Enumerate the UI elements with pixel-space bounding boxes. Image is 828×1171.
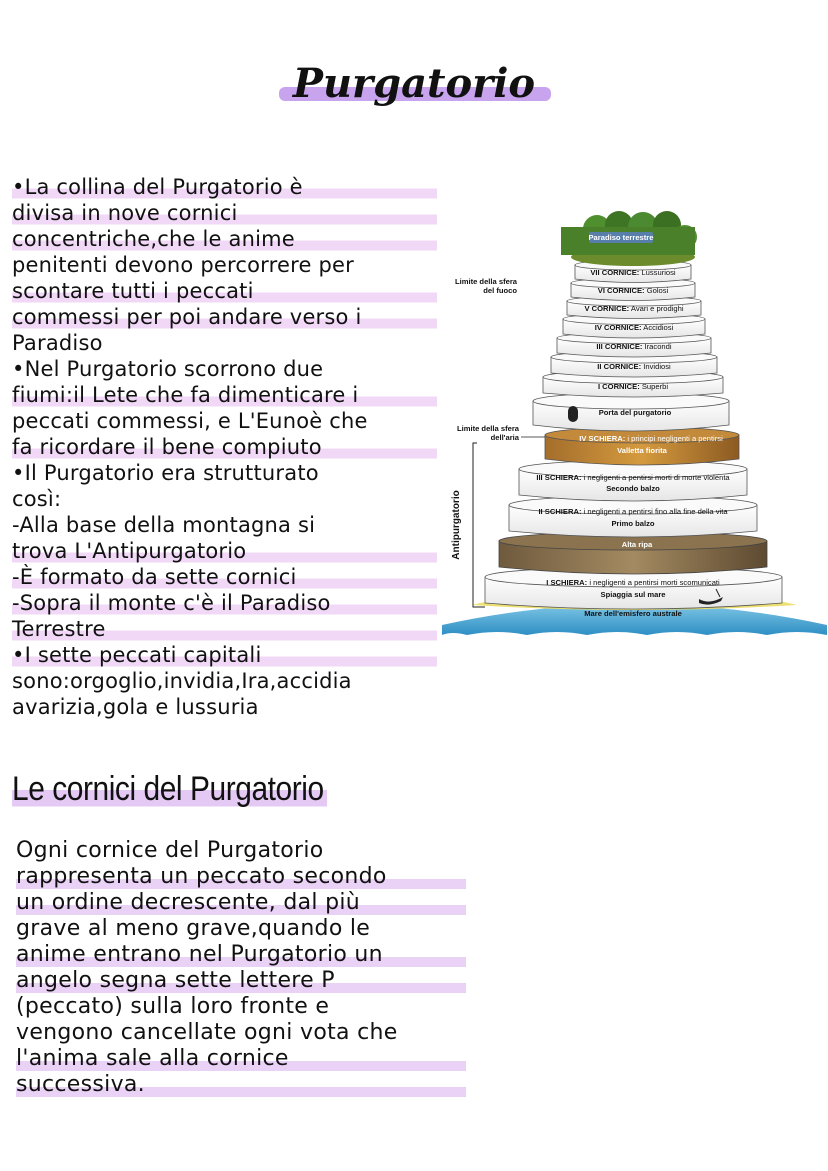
note-line: trova L'Antipurgatorio: [12, 538, 437, 564]
paragraph-line: un ordine decrescente, dal più: [16, 890, 466, 916]
note-line: Paradiso: [12, 331, 103, 355]
note-line: -Alla base della montagna si: [12, 513, 316, 537]
cornice-7-sin: Lussuriosi: [641, 268, 676, 277]
note-line: -È formato da sette cornici: [12, 564, 437, 590]
purgatory-mountain: [437, 205, 828, 645]
antipurgatorio-label: Antipurgatorio: [451, 490, 462, 560]
notes-block: [12, 174, 437, 720]
note-line: penitenti devono percorrere per: [12, 253, 354, 277]
note-line: •I sette peccati capitali: [12, 642, 437, 668]
note-line: avarizia,gola e lussuria: [12, 695, 259, 719]
note-line: concentriche,che le anime: [12, 226, 437, 252]
secondo-balzo-label: Secondo balzo: [606, 484, 660, 493]
paragraph-line: rappresenta un peccato secondo: [16, 864, 466, 890]
note-line: scontare tutti i peccati: [12, 278, 437, 304]
page-title-wrap: [0, 60, 828, 107]
paragraph-line: l'anima sale alla cornice: [16, 1046, 466, 1072]
porta-door: [568, 406, 578, 422]
cornice-2-sin: Invidiosi: [643, 362, 671, 371]
schiera-1-text: i negligenti a pentirsi morti scomunicati: [589, 578, 720, 587]
note-line: fiumi:il Lete che fa dimenticare i: [12, 382, 437, 408]
cornice-6-num: VI CORNICE:: [597, 286, 645, 295]
cornice-4-num: IV CORNICE:: [594, 323, 642, 332]
cornice-3-num: III CORNICE:: [596, 342, 643, 351]
cornice-2-num: II CORNICE:: [597, 362, 642, 371]
paragraph-line: (peccato) sulla loro fronte e: [16, 994, 330, 1019]
note-line: sono:orgoglio,invidia,Ira,accidia: [12, 669, 352, 693]
paragraph-line: grave al meno grave,quando le: [16, 916, 371, 941]
spiaggia-label: Spiaggia sul mare: [600, 590, 666, 599]
cornice-1-sin: Superbi: [641, 382, 669, 391]
note-line: fa ricordare il bene compiuto: [12, 434, 437, 460]
antipurgatorio-bracket: [473, 443, 485, 607]
cornice-7-label: [590, 268, 676, 277]
cornice-3-label: [596, 342, 671, 351]
paragraph-block: [16, 838, 466, 1098]
mare-label: Mare dell'emisfero australe: [584, 609, 682, 618]
schiera-2-text: i negligenti a pentirsi fino alla fine della vita: [583, 507, 728, 516]
schiera-4-label: [579, 434, 723, 443]
valletta-label: Valletta fiorita: [617, 446, 667, 455]
schiera-2-num: II SCHIERA:: [538, 507, 582, 516]
purgatory-diagram: [437, 205, 828, 645]
note-line: •La collina del Purgatorio è: [12, 174, 437, 200]
air-limit-line2: dell'aria: [490, 433, 519, 442]
cornice-1-num: I CORNICE:: [597, 382, 640, 391]
cornice-5-sin: Avari e prodighi: [630, 304, 684, 313]
cornice-6-label: [598, 286, 669, 295]
schiera-4-text: i principi negligenti a pentirsi: [627, 434, 723, 443]
note-line: Terrestre: [12, 616, 437, 642]
schiera-4-num: IV SCHIERA:: [579, 434, 626, 443]
cornice-5-label: [584, 304, 683, 313]
schiera-1-num: I SCHIERA:: [546, 578, 588, 587]
cornice-6-sin: Golosi: [646, 286, 669, 295]
section-title-text: Le cornici del Purgatorio: [12, 770, 327, 808]
cornice-3-sin: Iracondi: [644, 342, 672, 351]
paradiso-label: Paradiso terrestre: [588, 233, 654, 242]
paragraph-line: angelo segna sette lettere P: [16, 968, 466, 994]
page-title: Purgatorio: [285, 60, 543, 107]
note-line: -Sopra il monte c'è il Paradiso: [12, 590, 437, 616]
cornice-1-label: [598, 382, 668, 391]
paragraph-line: Ogni cornice del Purgatorio: [16, 838, 324, 863]
cornice-7-num: VII CORNICE:: [590, 268, 640, 277]
cornice-2-label: [597, 362, 671, 371]
paragraph-line: successiva.: [16, 1072, 466, 1098]
schiera-3-text: i negligenti a pentirsi morti di morte violenta: [583, 473, 730, 482]
cornice-4-sin: Accidiosi: [643, 323, 674, 332]
paragraph-line: vengono cancellate ogni vota che: [16, 1020, 398, 1045]
note-line: così:: [12, 487, 62, 511]
schiera-1-label: [546, 578, 720, 587]
cornice-5-num: V CORNICE:: [584, 304, 630, 313]
note-line: •Nel Purgatorio scorrono due: [12, 357, 324, 381]
air-limit-line1: Limite della sfera: [456, 424, 519, 433]
note-line: commessi per poi andare verso i: [12, 304, 437, 330]
porta-label: Porta del purgatorio: [598, 408, 672, 417]
section-title: [12, 770, 327, 809]
schiera-2-label: [538, 507, 728, 516]
primo-balzo-label: Primo balzo: [611, 519, 655, 528]
note-line: divisa in nove cornici: [12, 200, 437, 226]
paragraph-line: anime entrano nel Purgatorio un: [16, 942, 466, 968]
fire-limit-line1: Limite della sfera: [454, 277, 517, 286]
cornice-4-label: [595, 323, 674, 332]
alta-ripa-label: Alta ripa: [621, 540, 653, 549]
schiera-3-num: III SCHIERA:: [536, 473, 582, 482]
note-line: •Il Purgatorio era strutturato: [12, 461, 319, 485]
schiera-3-label: [536, 473, 730, 482]
note-line: peccati commessi, e L'Eunoè che: [12, 409, 368, 433]
fire-limit-line2: del fuoco: [483, 286, 517, 295]
